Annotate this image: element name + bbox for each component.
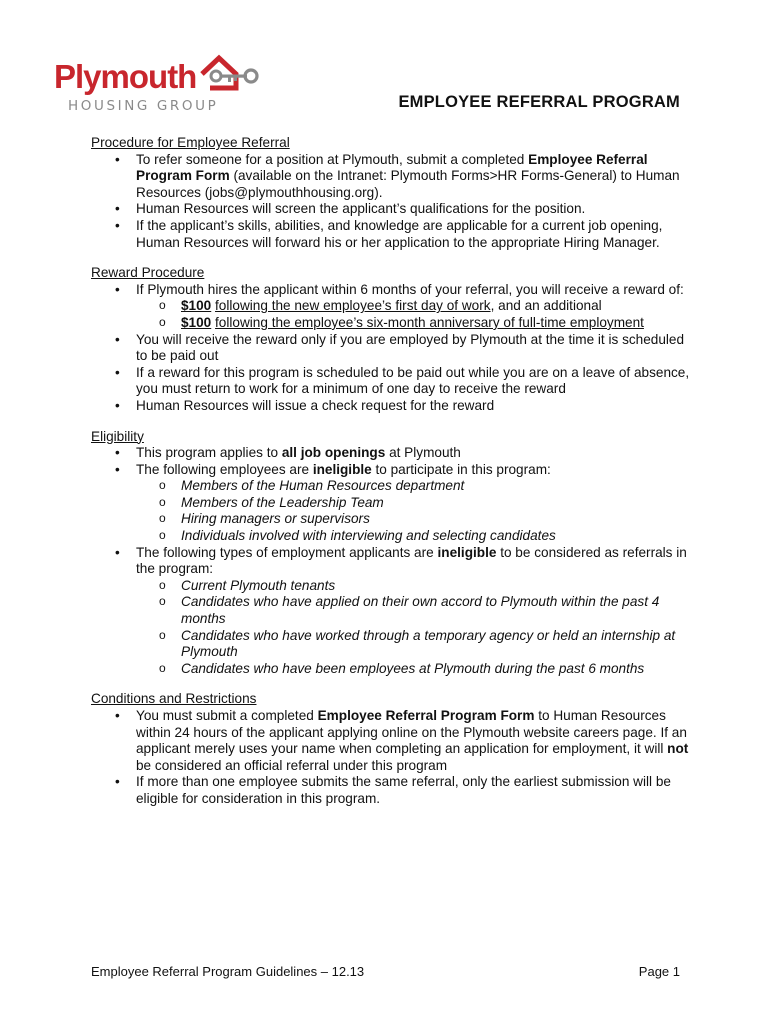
text: at Plymouth (385, 445, 461, 461)
reward-amount: $100 (181, 298, 212, 314)
logo-graphic (52, 44, 262, 116)
reward-section (91, 265, 691, 414)
list-item: • If more than one employee submits the same referral, only the earliest submission will be eligible for consideration in this program. (91, 774, 691, 807)
text: If Plymouth hires the applicant within 6 months of your referral, you will receive a reward of: (136, 281, 684, 297)
text: (available on the Intranet: Plymouth Forms>HR Forms-General) to Human Resources (jobs@plymouthhousing.org). (136, 168, 680, 200)
document-title: EMPLOYEE REFERRAL PROGRAM (398, 93, 680, 111)
eligibility-section (91, 429, 691, 678)
sub-list-item: o Candidates who have worked through a temporary agency or held an internship at Plymouth (136, 628, 691, 661)
form-name: Employee Referral Program Form (317, 708, 535, 723)
form-name: Employee Referral Program Form (136, 151, 648, 184)
sub-list-item: o Individuals involved with interviewing and selecting candidates (136, 528, 691, 545)
sub-list-item: o Current Plymouth tenants (136, 578, 691, 595)
text: following the new employee’s first day of work (215, 298, 491, 314)
sub-list-item: o Hiring managers or supervisors (136, 511, 691, 528)
plymouth-housing-logo (52, 44, 262, 116)
text: be considered an official referral under this program (136, 757, 448, 773)
footer-document-name: Employee Referral Program Guidelines – 12.13 (91, 964, 365, 979)
sub-list-item: o Candidates who have been employees at Plymouth during the past 6 months (136, 661, 691, 678)
section-heading-conditions: Conditions and Restrictions (91, 691, 257, 707)
text: The following types of employment applicants are (136, 544, 438, 560)
document-body (91, 135, 691, 822)
text: to participate in this program: (371, 461, 551, 477)
list-item: • If the applicant’s skills, abilities, and knowledge are applicable for a current job opening, Human Resources will forward his or her application to the appropriate Hiring Manager. (91, 218, 691, 251)
list-item: • Human Resources will screen the applicant’s qualifications for the position. (91, 201, 691, 218)
emphasis: not (667, 741, 689, 757)
list-item (91, 445, 691, 462)
logo-wordmark: Plymouth (54, 58, 197, 95)
list-item (91, 152, 691, 202)
text: To refer someone for a position at Plymouth, submit a completed (136, 151, 529, 167)
section-heading-reward: Reward Procedure (91, 265, 205, 281)
procedure-section (91, 135, 691, 251)
page-number: Page 1 (638, 964, 680, 979)
sub-list-item (136, 298, 691, 315)
emphasis: all job openings (281, 445, 386, 461)
emphasis: ineligible (437, 544, 497, 560)
list-item (91, 708, 691, 774)
list-item: • Human Resources will issue a check request for the reward (91, 398, 691, 415)
conditions-section (91, 691, 691, 807)
text: to be considered as referrals in the program: (136, 544, 687, 577)
sub-list-item: o Members of the Human Resources department (136, 478, 691, 495)
section-heading-procedure: Procedure for Employee Referral (91, 135, 290, 150)
list-item (91, 545, 691, 678)
text: , and an additional (490, 298, 602, 314)
text: You must submit a completed (136, 708, 318, 723)
text: following the employee’s six-month anniversary of full-time employment (215, 314, 644, 330)
sub-list-item: o Members of the Leadership Team (136, 495, 691, 512)
sub-list-item: o Candidates who have applied on their own accord to Plymouth within the past 4 months (136, 594, 691, 627)
list-item (91, 282, 691, 332)
list-item (91, 462, 691, 545)
sub-list-item (136, 315, 691, 332)
list-item: • If a reward for this program is scheduled to be paid out while you are on a leave of absence, you must return to work for a minimum of one day to receive the reward (91, 365, 691, 398)
emphasis: ineligible (312, 461, 372, 477)
text: The following employees are (136, 461, 313, 477)
list-item: • You will receive the reward only if you are employed by Plymouth at the time it is scheduled to be paid out (91, 332, 691, 365)
text: to Human Resources within 24 hours of the applicant applying online on the Plymouth website careers page. If an applicant merely uses your name when completing an application for employment, it will (136, 708, 687, 757)
reward-amount: $100 (181, 314, 212, 330)
logo-tagline: HOUSING GROUP (68, 98, 219, 114)
section-heading-eligibility: Eligibility (91, 428, 144, 444)
text: This program applies to (136, 445, 282, 461)
